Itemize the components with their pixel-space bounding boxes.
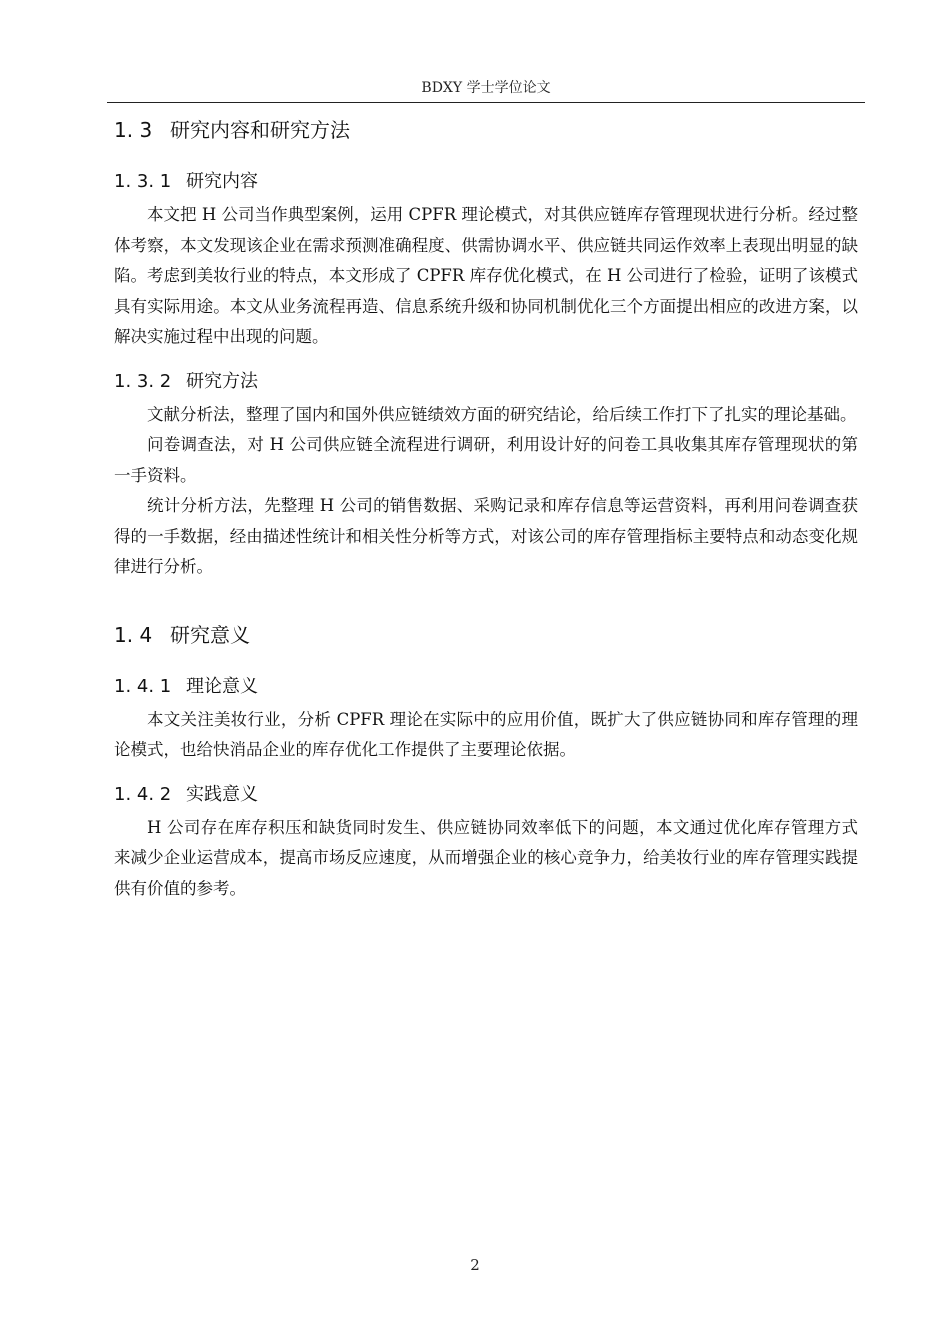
subsection-title: 实践意义: [186, 783, 258, 805]
page-body: [114, 112, 858, 904]
subsection-title: 理论意义: [186, 675, 258, 697]
paragraph: 本文关注美妆行业，分析 CPFR 理论在实际中的应用价值，既扩大了供应链协同和库存管理的理论模式，也给快消品企业的库存优化工作提供了主要理论依据。: [114, 709, 858, 759]
subsection-number: 1. 3. 1: [114, 171, 172, 192]
subsection-heading-1-3-2: [114, 369, 858, 395]
section-heading-1-3: [114, 116, 858, 144]
header-title: BDXY 学士学位论文: [421, 80, 551, 96]
running-header: [107, 78, 865, 103]
subsection-heading-1-4-2: [114, 782, 858, 808]
paragraph: 统计分析方法，先整理 H 公司的销售数据、采购记录和库存信息等运营资料，再利用问卷调查获得的一手数据，经由描述性统计和相关性分析等方式，对该公司的库存管理指标主要特点和动态变化规律进行分析。: [114, 496, 858, 576]
section-number: 1. 4: [114, 622, 153, 647]
paragraph: 本文把 H 公司当作典型案例，运用 CPFR 理论模式，对其供应链库存管理现状进行分析。经过整体考察，本文发现该企业在需求预测准确程度、供需协调水平、供应链共同运作效率上表现出明显的缺陷。考虑到美妆行业的特点，本文形成了 CPFR 库存优化模式，在 H 公司进行了检验，证明了该模式具有实际用途。本文从业务流程再造、信息系统升级和协同机制优化三个方面提出相应的改进方案，以解决实施过程中出现的问题。: [114, 205, 858, 346]
subsection-number: 1. 4. 2: [114, 783, 172, 805]
paragraph: 问卷调查法，对 H 公司供应链全流程进行调研，利用设计好的问卷工具收集其库存管理现状的第一手资料。: [114, 435, 858, 485]
section-title: 研究内容和研究方法: [170, 118, 350, 142]
subsection-title: 研究方法: [186, 370, 258, 392]
section-title: 研究意义: [170, 622, 250, 647]
subsection-heading-1-3-1: [114, 169, 858, 195]
subsection-number: 1. 3. 2: [114, 370, 172, 392]
section-heading-1-4: [114, 621, 858, 649]
subsection-title: 研究内容: [186, 171, 258, 192]
page-number: 2: [470, 1256, 480, 1274]
paragraph: 文献分析法，整理了国内和国外供应链绩效方面的研究结论，给后续工作打下了扎实的理论基础。: [147, 404, 857, 424]
paragraph: H 公司存在库存积压和缺货同时发生、供应链协同效率低下的问题，本文通过优化库存管理方式来减少企业运营成本，提高市场反应速度，从而增强企业的核心竞争力，给美妆行业的库存管理实践提供有价值的参考。: [114, 817, 858, 898]
subsection-number: 1. 4. 1: [114, 675, 172, 697]
subsection-heading-1-4-1: [114, 674, 858, 700]
section-number: 1. 3: [114, 118, 153, 142]
